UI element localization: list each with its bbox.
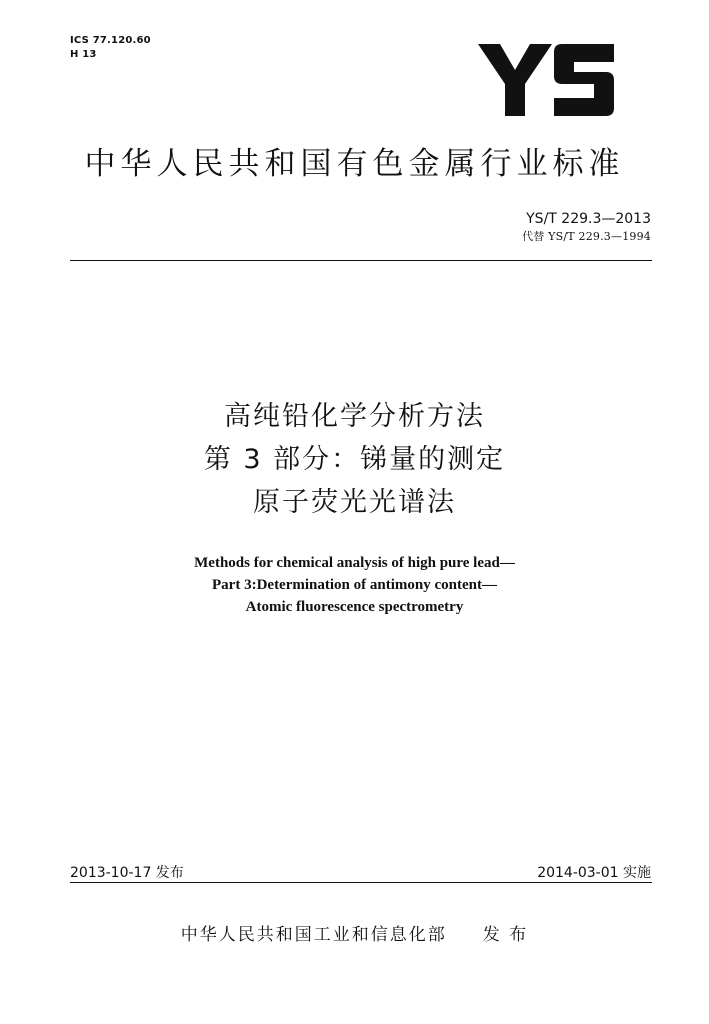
chinese-title-line-3: 原子荧光光谱法 (253, 487, 456, 518)
english-title-line-1: Methods for chemical analysis of high pure lead— (194, 555, 515, 571)
issuer-name: 中华人民共和国工业和信息化部 (180, 925, 447, 945)
implementation-date: 2014-03-01 实施 (537, 865, 651, 881)
issuer-action: 发 布 (482, 925, 529, 945)
ccs-code: H 13 (70, 49, 97, 60)
issue-date: 2013-10-17 发布 (70, 865, 184, 881)
chinese-title (0, 395, 709, 524)
top-divider (70, 260, 652, 261)
english-title-line-3: Atomic fluorescence spectrometry (245, 599, 464, 615)
classification-codes (70, 34, 151, 62)
chinese-title-line-2: 第 3 部分：锑量的测定 (203, 444, 506, 475)
standard-number: YS/T 229.3—2013 (526, 211, 651, 227)
issuer-line (0, 920, 709, 945)
replaces-standard: 代替 YS/T 229.3—1994 (522, 230, 651, 243)
industry-standard-title: 中华人民共和国有色金属行业标准 (84, 146, 625, 182)
bottom-divider (70, 882, 652, 883)
english-title (0, 552, 709, 618)
chinese-title-line-1: 高纯铅化学分析方法 (224, 401, 485, 432)
standard-number-block (522, 210, 651, 246)
ys-logo (478, 44, 618, 116)
english-title-line-2: Part 3:Determination of antimony content— (212, 577, 497, 593)
ics-code: ICS 77.120.60 (70, 35, 151, 46)
